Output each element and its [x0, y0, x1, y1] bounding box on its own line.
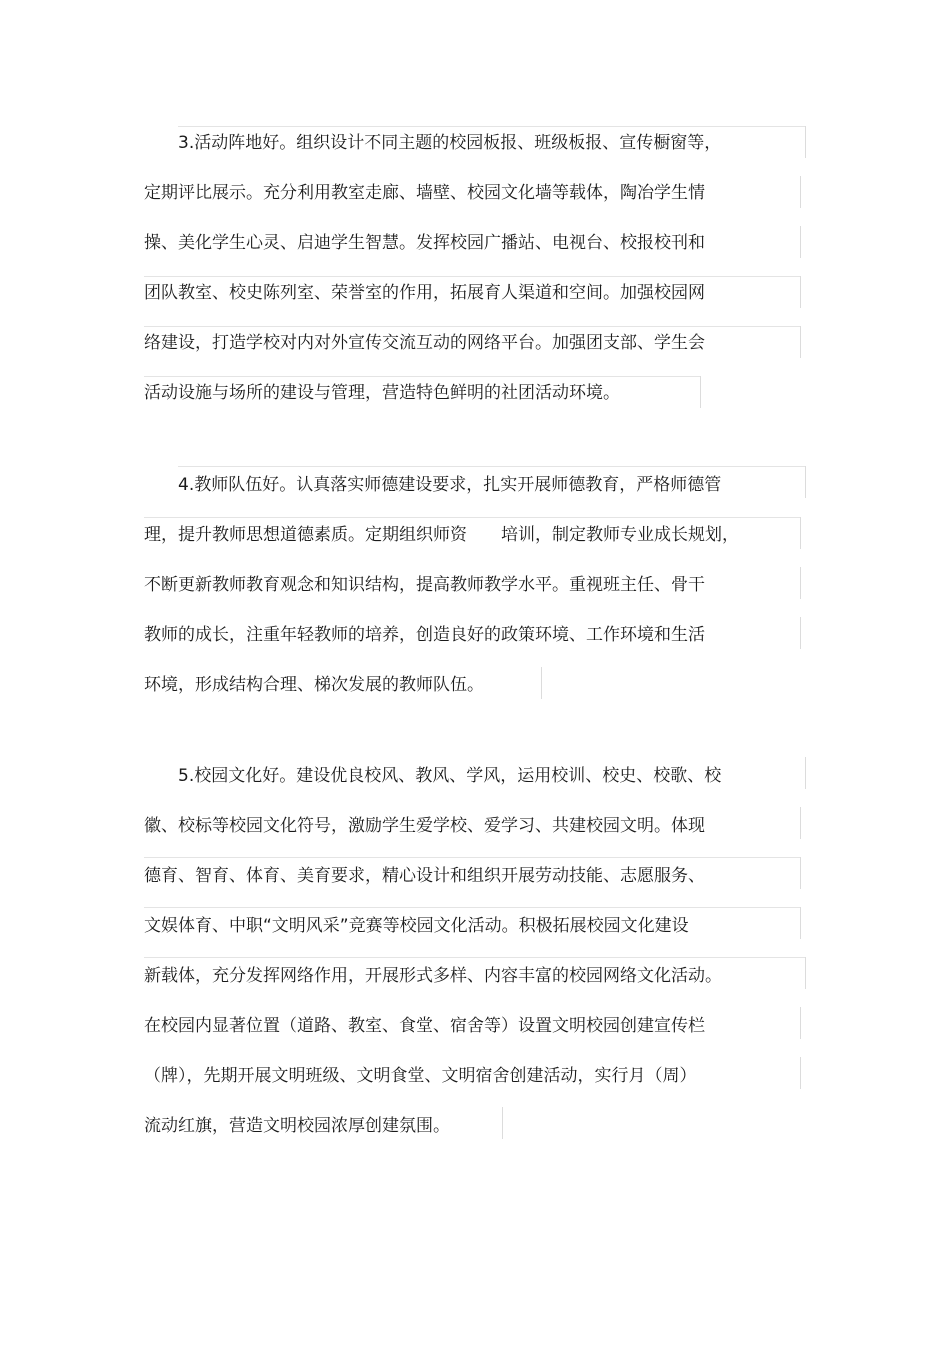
paragraph-line: 教师的成长，注重年轻教师的培养，创造良好的政策环境、工作环境和生活 [144, 625, 705, 645]
paragraph-line: 3.活动阵地好。组织设计不同主题的校园板报、班级板报、宣传橱窗等， [178, 133, 722, 153]
paragraph-line: 理，提升教师思想道德素质。定期组织师资 培训，制定教师专业成长规划， [144, 525, 739, 545]
paragraph-line: 新载体，充分发挥网络作用，开展形式多样、内容丰富的校园网络文化活动。 [144, 966, 722, 986]
paragraph-line: 徽、校标等校园文化符号，激励学生爱学校、爱学习、共建校园文明。体现 [144, 816, 705, 836]
paragraph-line: 文娱体育、中职“文明风采”竞赛等校园文化活动。积极拓展校园文化建设 [144, 916, 689, 936]
paragraph-line: 操、美化学生心灵、启迪学生智慧。发挥校园广播站、电视台、校报校刊和 [144, 233, 705, 253]
paragraph-line: 络建设，打造学校对内对外宣传交流互动的网络平台。加强团支部、学生会 [144, 333, 705, 353]
paragraph-line: 4.教师队伍好。认真落实师德建设要求，扎实开展师德教育，严格师德管 [178, 475, 722, 495]
paragraph-line: 不断更新教师教育观念和知识结构，提高教师教学水平。重视班主任、骨干 [144, 575, 705, 595]
paragraph-line: （牌），先期开展文明班级、文明食堂、文明宿舍创建活动，实行月（周） [144, 1066, 697, 1086]
paragraph-line: 定期评比展示。充分利用教室走廊、墙壁、校园文化墙等载体，陶冶学生情 [144, 183, 705, 203]
paragraph-line: 环境，形成结构合理、梯次发展的教师队伍。 [144, 675, 484, 695]
paragraph-line: 流动红旗，营造文明校园浓厚创建氛围。 [144, 1116, 450, 1136]
paragraph-line: 5.校园文化好。建设优良校风、教风、学风，运用校训、校史、校歌、校 [178, 766, 722, 786]
paragraph-line: 在校园内显著位置（道路、教室、食堂、宿舍等）设置文明校园创建宣传栏 [144, 1016, 705, 1036]
paragraph-line: 德育、智育、体育、美育要求，精心设计和组织开展劳动技能、志愿服务、 [144, 866, 705, 886]
paragraph-line: 团队教室、校史陈列室、荣誉室的作用，拓展育人渠道和空间。加强校园网 [144, 283, 705, 303]
paragraph-line: 活动设施与场所的建设与管理，营造特色鲜明的社团活动环境。 [144, 383, 620, 403]
